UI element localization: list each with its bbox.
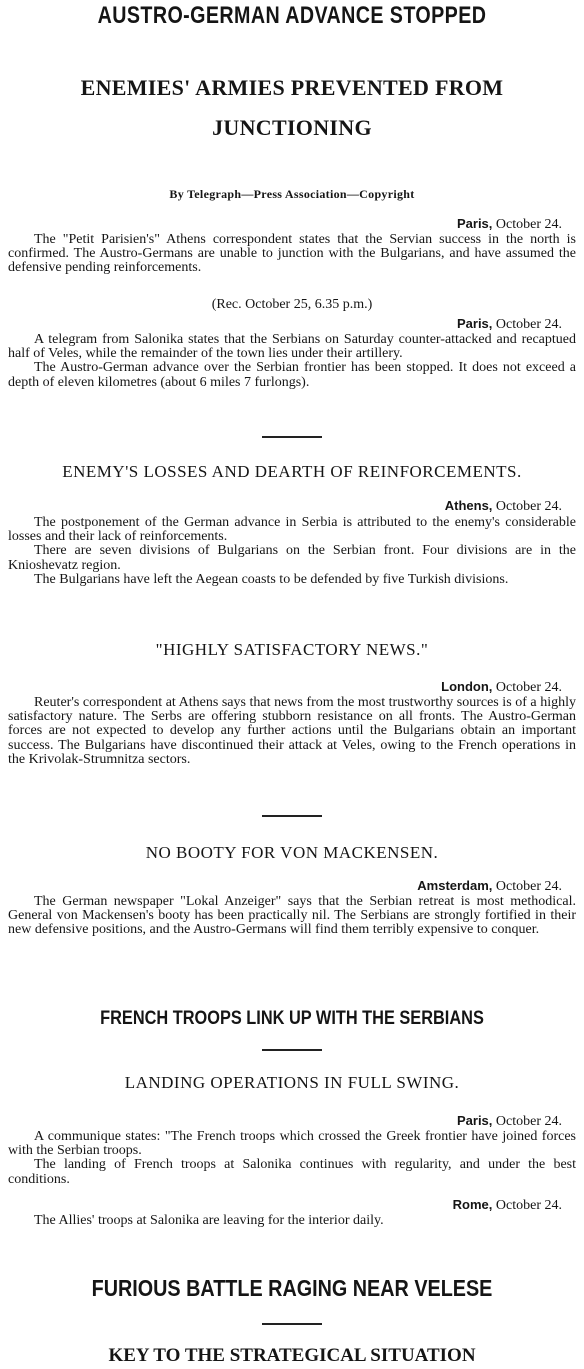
section-divider <box>262 436 322 438</box>
sub-headline-line1: ENEMIES' ARMIES PREVENTED FROM <box>80 75 504 100</box>
paragraph-text: The postponement of the German advance in Serbia is attributed to the enemy's considerable losses and their lack of reinforcements. <box>8 515 576 545</box>
section-headline: FRENCH TROOPS LINK UP WITH THE SERBIANS <box>100 1008 484 1029</box>
section-heading: NO BOOTY FOR VON MACKENSEN. <box>145 843 439 862</box>
dateline-date: October 24. <box>495 1114 562 1129</box>
section-subheadline: KEY TO THE STRATEGICAL SITUATION <box>108 1345 476 1366</box>
section-headline: FURIOUS BATTLE RAGING NEAR VELESE <box>91 1275 493 1301</box>
paragraph-text: The Austro-German advance over the Serbian frontier has been stopped. It does not exceed a depth of eleven kilometres (about 6 miles 7 furlongs). <box>8 360 576 390</box>
dateline-place: Paris, <box>456 316 493 331</box>
dateline-paris-2 <box>457 316 562 333</box>
section-divider <box>262 815 322 817</box>
section-heading: "HIGHLY SATISFACTORY NEWS." <box>155 640 429 659</box>
article-paragraph <box>8 1130 576 1187</box>
dateline-place: Paris, <box>456 1113 493 1128</box>
dateline-paris-1 <box>457 216 562 233</box>
dateline-date: October 24. <box>495 499 562 514</box>
section-heading: LANDING OPERATIONS IN FULL SWING. <box>124 1073 460 1092</box>
section-heading: ENEMY'S LOSSES AND DEARTH OF REINFORCEMENTS. <box>62 462 522 481</box>
main-headline: AUSTRO-GERMAN ADVANCE STOPPED <box>97 2 487 29</box>
paragraph-text: The "Petit Parisien's" Athens correspondent states that the Servian success in the north is confirmed. The Austro-Germans are unable to junction with the Bulgarians, and have assumed the defensive pending reinforcements. <box>8 232 576 276</box>
dateline-place: Amsterdam, <box>417 878 493 893</box>
paragraph-text: A telegram from Salonika states that the Serbians on Saturday counter-attacked and recaptued half of Veles, while the remainder of the town lies under their artillery. <box>8 332 576 362</box>
section-divider <box>262 1049 322 1051</box>
dateline-london <box>441 679 562 696</box>
article-paragraph <box>8 696 576 767</box>
article-paragraph <box>8 333 576 390</box>
section-divider <box>262 1323 322 1325</box>
paragraph-text: A communique states: "The French troops which crossed the Greek frontier have joined forces with the Serbian troops. <box>8 1129 576 1159</box>
dateline-date: October 24. <box>495 680 562 695</box>
dateline-date: October 24. <box>495 217 562 232</box>
dateline-athens <box>445 498 562 515</box>
paragraph-text: The German newspaper "Lokal Anzeiger" says that the Serbian retreat is most methodical. General von Mackensen's booty has been practically nil. The Serbians are strongly fortified in their new defensive positions, and the Austro-Germans will find them terribly expensive to conquer. <box>8 894 576 938</box>
paragraph-text: The Bulgarians have left the Aegean coasts to be defended by five Turkish divisions. <box>34 571 509 587</box>
dateline-place: Paris, <box>456 216 493 231</box>
dateline-date: October 24. <box>495 1198 562 1213</box>
article-paragraph <box>8 516 576 587</box>
paragraph-text: There are seven divisions of Bulgarians on the Serbian front. Four divisions are in the Knioshevatz region. <box>8 543 576 573</box>
article-paragraph <box>8 233 576 276</box>
article-paragraph <box>8 895 576 938</box>
dateline-date: October 24. <box>495 317 562 332</box>
dateline-place: London, <box>441 679 493 694</box>
dateline-date: October 24. <box>495 879 562 894</box>
received-note: (Rec. October 25, 6.35 p.m.) <box>211 297 373 312</box>
article-paragraph <box>8 1214 576 1228</box>
dateline-amsterdam <box>417 878 562 895</box>
dateline-paris-3 <box>457 1113 562 1130</box>
sub-headline-line2: JUNCTIONING <box>212 115 372 140</box>
dateline-rome <box>453 1197 562 1214</box>
dateline-place: Athens, <box>444 498 493 513</box>
paragraph-text: Reuter's correspondent at Athens says that news from the most trustworthy sources is of a highly satisfactory nature. The Serbs are offering stubborn resistance on all fronts. The Austro-German forces are not expected to develop any further actions until the Bulgarians obtain an important success. The Bulgarians have discontinued their attack at Veles, owing to the French operations in the Krivolak-Strumnitza sectors. <box>8 695 576 767</box>
byline: By Telegraph—Press Association—Copyright <box>169 187 415 201</box>
paragraph-text: The Allies' troops at Salonika are leaving for the interior daily. <box>34 1213 384 1228</box>
paragraph-text: The landing of French troops at Salonika continues with regularity, and under the best conditions. <box>8 1157 576 1187</box>
dateline-place: Rome, <box>452 1197 493 1212</box>
